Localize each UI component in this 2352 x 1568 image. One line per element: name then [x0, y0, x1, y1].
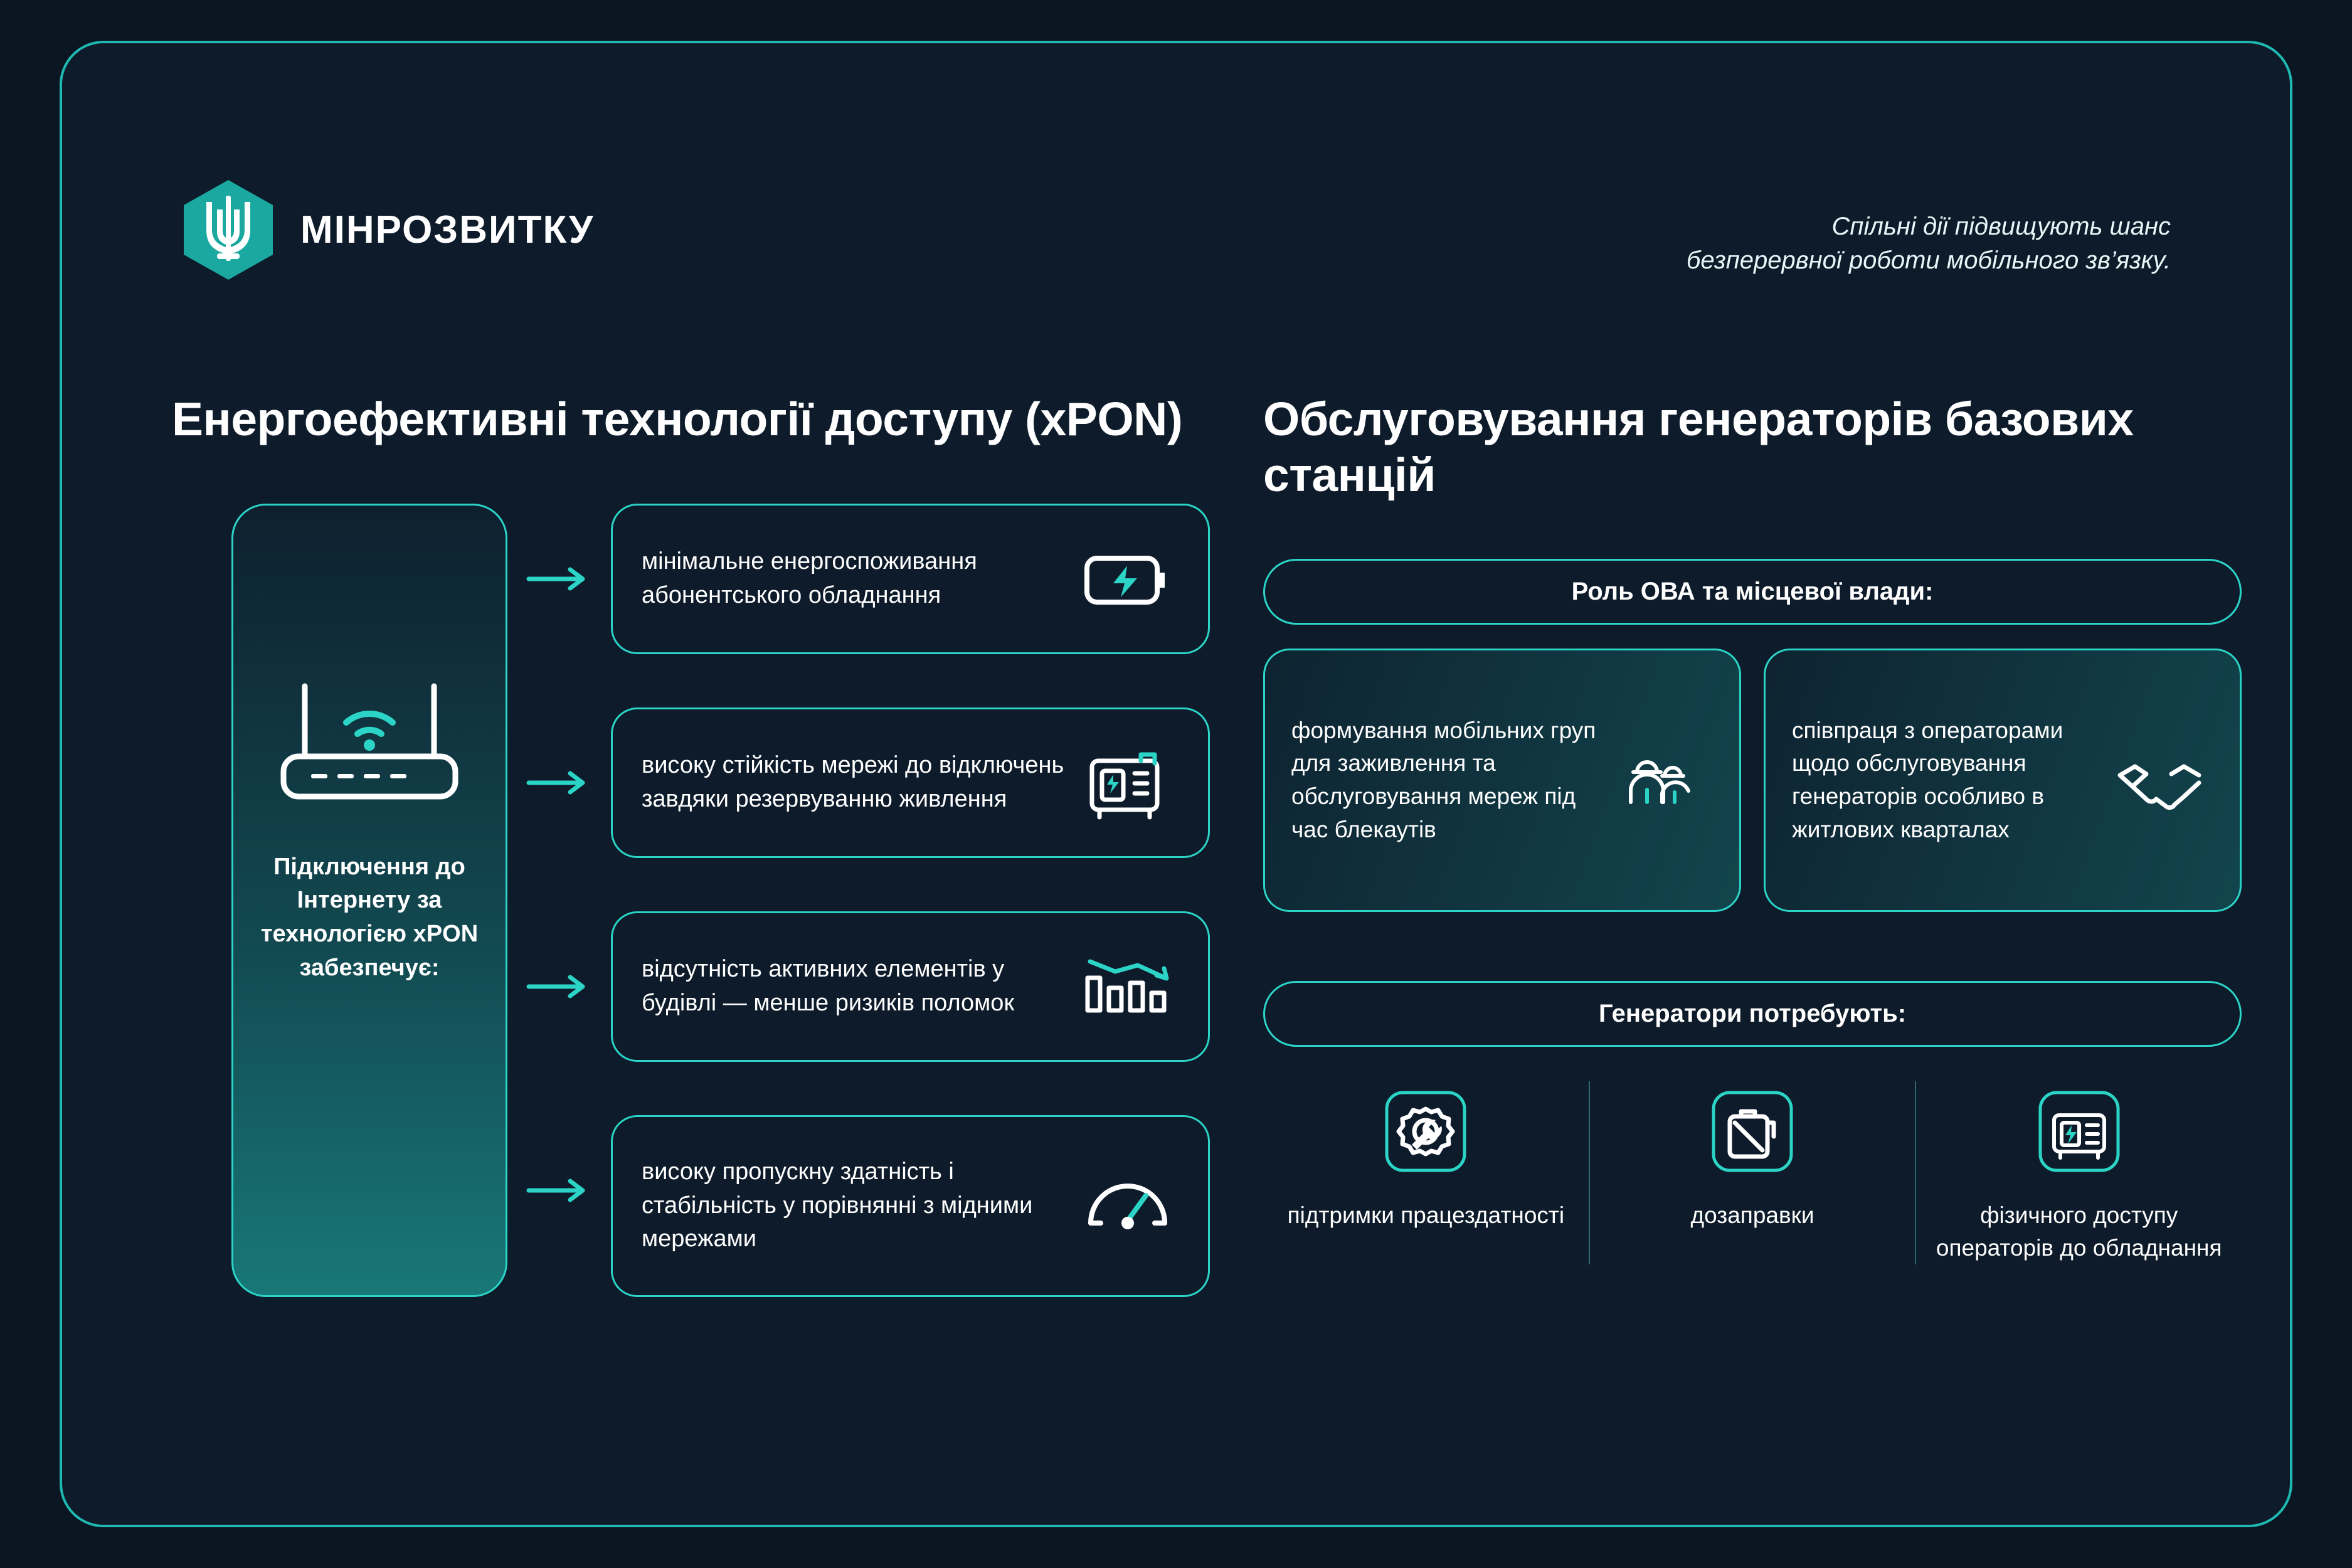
- poster-frame: [60, 41, 2292, 1527]
- need-item: [1915, 1081, 2242, 1264]
- role-card-text: формування мобільних груп для заживлення та обслуговування мереж під час блекаутів: [1291, 717, 1596, 842]
- bar-chart-down-icon: [1069, 949, 1185, 1024]
- arrow-icon: [526, 770, 592, 795]
- battery-bolt-icon: [1069, 544, 1185, 613]
- feature-text: високу пропускну здатність і стабільність у порівнянні з мідними мережами: [642, 1158, 1033, 1253]
- speedometer-icon: [1069, 1165, 1185, 1247]
- arrow-icon: [526, 974, 592, 999]
- feature-card: [611, 707, 1210, 858]
- left-column-body: [172, 504, 1226, 1319]
- need-label: підтримки працездатності: [1287, 1202, 1565, 1228]
- needs-band-label: Генератори потребують:: [1263, 981, 2242, 1047]
- generator-icon: [1069, 742, 1185, 824]
- fuel-canister-icon: [1702, 1081, 1803, 1182]
- need-label: дозаправки: [1690, 1202, 1814, 1228]
- needs-section: [1263, 981, 2242, 1264]
- tagline: [1606, 209, 2171, 277]
- workers-group-icon: [1596, 739, 1722, 821]
- role-card: [1263, 649, 1741, 912]
- left-column-title: Енергоефективні технології доступу (xPON): [172, 393, 1183, 445]
- header: [62, 43, 2290, 274]
- need-label: фізичного доступу операторів до обладнання: [1936, 1202, 2222, 1261]
- tagline-line-1: Спільні дії підвищують шанс: [1831, 213, 2171, 240]
- feature-text: високу стійкість мережі до відключень завдяки резервуванню живлення: [642, 751, 1064, 812]
- left-column: [172, 391, 1226, 1319]
- role-band-label: Роль ОВА та місцевої влади:: [1263, 559, 2242, 625]
- feature-text: мінімальне енергоспоживання абонентського обладнання: [642, 548, 977, 608]
- right-column: [1263, 391, 2242, 1264]
- feature-card: [611, 911, 1210, 1062]
- xpon-summary-pill: [231, 504, 507, 1297]
- arrow-icon: [526, 1178, 592, 1203]
- arrow-icon: [526, 566, 592, 591]
- trident-hex-icon: [181, 178, 275, 282]
- feature-text: відсутність активних елементів у будівлі — менше ризиків поломок: [642, 955, 1015, 1016]
- role-cards: [1263, 649, 2242, 912]
- wifi-router-icon: [266, 669, 473, 813]
- need-item: [1263, 1081, 1589, 1264]
- right-column-title: Обслуговування генераторів базових станцій: [1263, 393, 2134, 501]
- logo: [181, 178, 594, 282]
- tagline-line-2: безперервної роботи мобільного зв’язку.: [1686, 246, 2171, 274]
- feature-card: [611, 504, 1210, 654]
- need-item: [1589, 1081, 1915, 1264]
- xpon-summary-text: Підключення до Інтернету за технологією xPON забезпечує:: [260, 853, 479, 982]
- generator-bolt-icon: [2029, 1081, 2129, 1182]
- needs-items: [1263, 1081, 2242, 1264]
- gear-wrench-icon: [1375, 1081, 1476, 1182]
- handshake-icon: [2097, 743, 2222, 818]
- role-card-text: співпраця з операторами щодо обслуговування генераторів особливо в житлових кварталах: [1792, 717, 2063, 842]
- role-card: [1764, 649, 2242, 912]
- logo-text: МІНРОЗВИТКУ: [300, 208, 595, 252]
- feature-card: [611, 1115, 1210, 1297]
